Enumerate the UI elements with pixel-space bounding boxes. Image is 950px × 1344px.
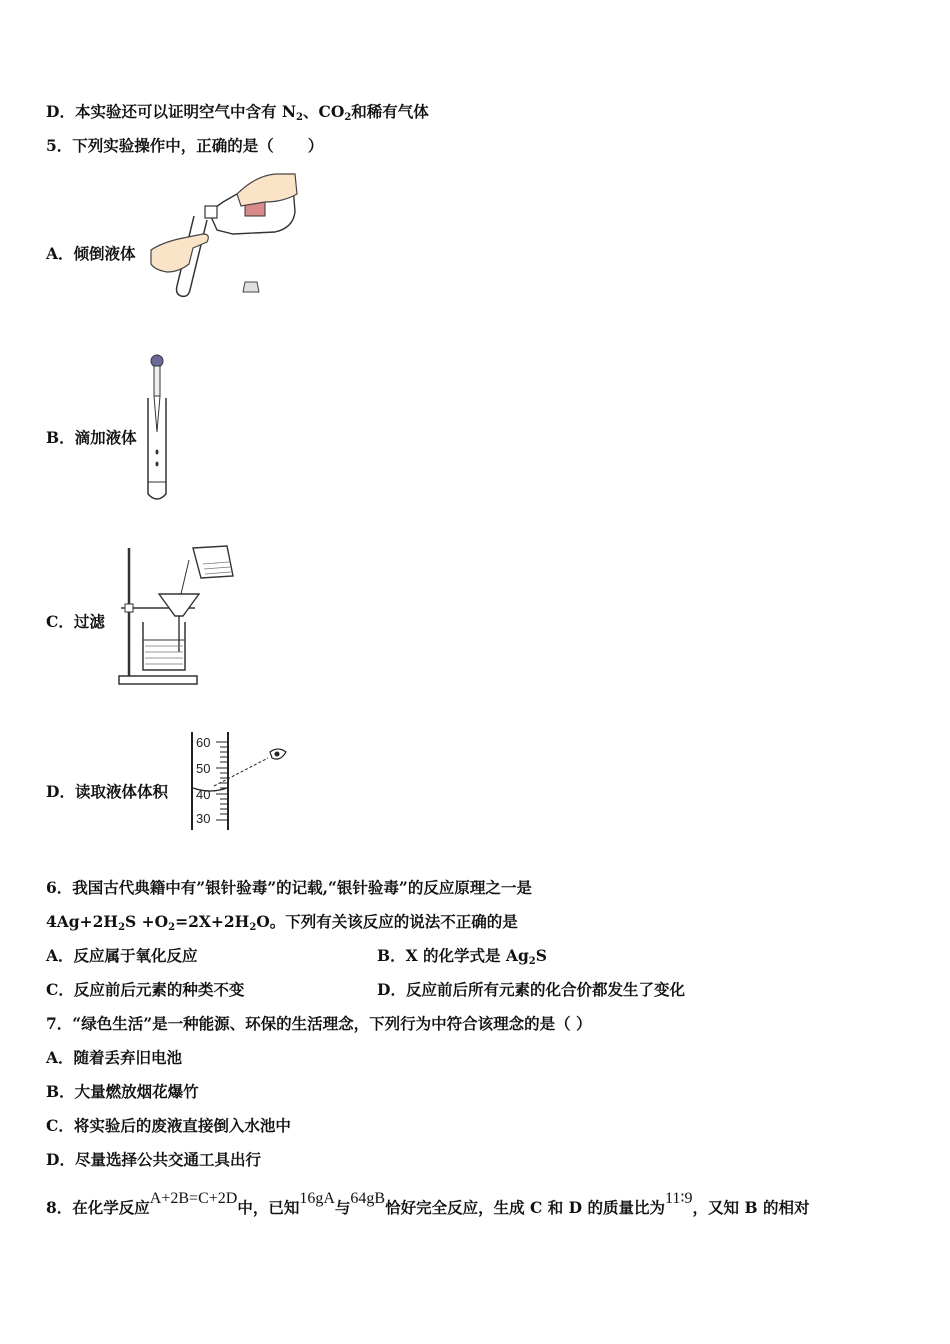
q8-equation: A+2B=C+2D bbox=[149, 1190, 238, 1207]
q7-option-c[interactable]: C．将实验后的废液直接倒入水池中 bbox=[46, 1116, 291, 1135]
q8-mass-a: 16gA bbox=[299, 1190, 335, 1207]
q7-option-a[interactable]: A．随着丢弃旧电池 bbox=[46, 1048, 183, 1067]
filtration-figure bbox=[115, 542, 240, 687]
q4-option-d: D．本实验还可以证明空气中含有 $N_2$、$CO_2$和稀有气体 bbox=[46, 102, 429, 123]
q7-option-b[interactable]: B．大量燃放烟花爆竹 bbox=[46, 1082, 199, 1101]
q6-equation: $4Ag+2H_2S +O_2=2X+2H_2O$。下列有关该反应的说法不正确的是 bbox=[46, 912, 518, 933]
dropper-figure bbox=[140, 352, 180, 504]
q6-stem: 6．我国古代典籍中有”银针验毒”的记载,“银针验毒”的反应原理之一是 bbox=[46, 878, 532, 897]
q7-option-d[interactable]: D．尽量选择公共交通工具出行 bbox=[46, 1150, 261, 1169]
q5-stem: 5．下列实验操作中，正确的是（ ） bbox=[46, 136, 324, 155]
q6-option-c[interactable]: C．反应前后元素的种类不变 bbox=[46, 980, 245, 999]
q7-stem: 7．“绿色生活”是一种能源、环保的生活理念，下列行为中符合该理念的是（ ） bbox=[46, 1014, 592, 1033]
tick-30: 30 bbox=[196, 811, 211, 826]
q8-stem: 8．在化学反应A+2B=C+2D中，已知16gA与64gB恰好完全反应，生成 C 和 D 的质量比为11∶9，又知 B 的相对 bbox=[46, 1190, 810, 1217]
q8-ratio: 11∶9 bbox=[664, 1190, 693, 1207]
q5-option-c[interactable]: C．过滤 bbox=[46, 612, 105, 631]
graduated-cylinder-figure bbox=[188, 730, 293, 832]
tick-40: 40 bbox=[196, 787, 211, 802]
q6-option-d[interactable]: D．反应前后所有元素的化合价都发生了变化 bbox=[377, 980, 685, 999]
q8-mass-b: 64gB bbox=[350, 1190, 386, 1207]
q6-option-b[interactable]: B．X 的化学式是 $Ag_2S$ bbox=[377, 946, 547, 967]
q5-option-b[interactable]: B．滴加液体 bbox=[46, 428, 137, 447]
tick-60: 60 bbox=[196, 735, 211, 750]
pouring-liquid-figure bbox=[145, 172, 300, 300]
q5-option-a[interactable]: A．倾倒液体 bbox=[46, 244, 136, 263]
q5-option-d[interactable]: D．读取液体体积 bbox=[46, 782, 168, 801]
q6-option-a[interactable]: A．反应属于氧化反应 bbox=[46, 946, 198, 965]
tick-50: 50 bbox=[196, 761, 211, 776]
